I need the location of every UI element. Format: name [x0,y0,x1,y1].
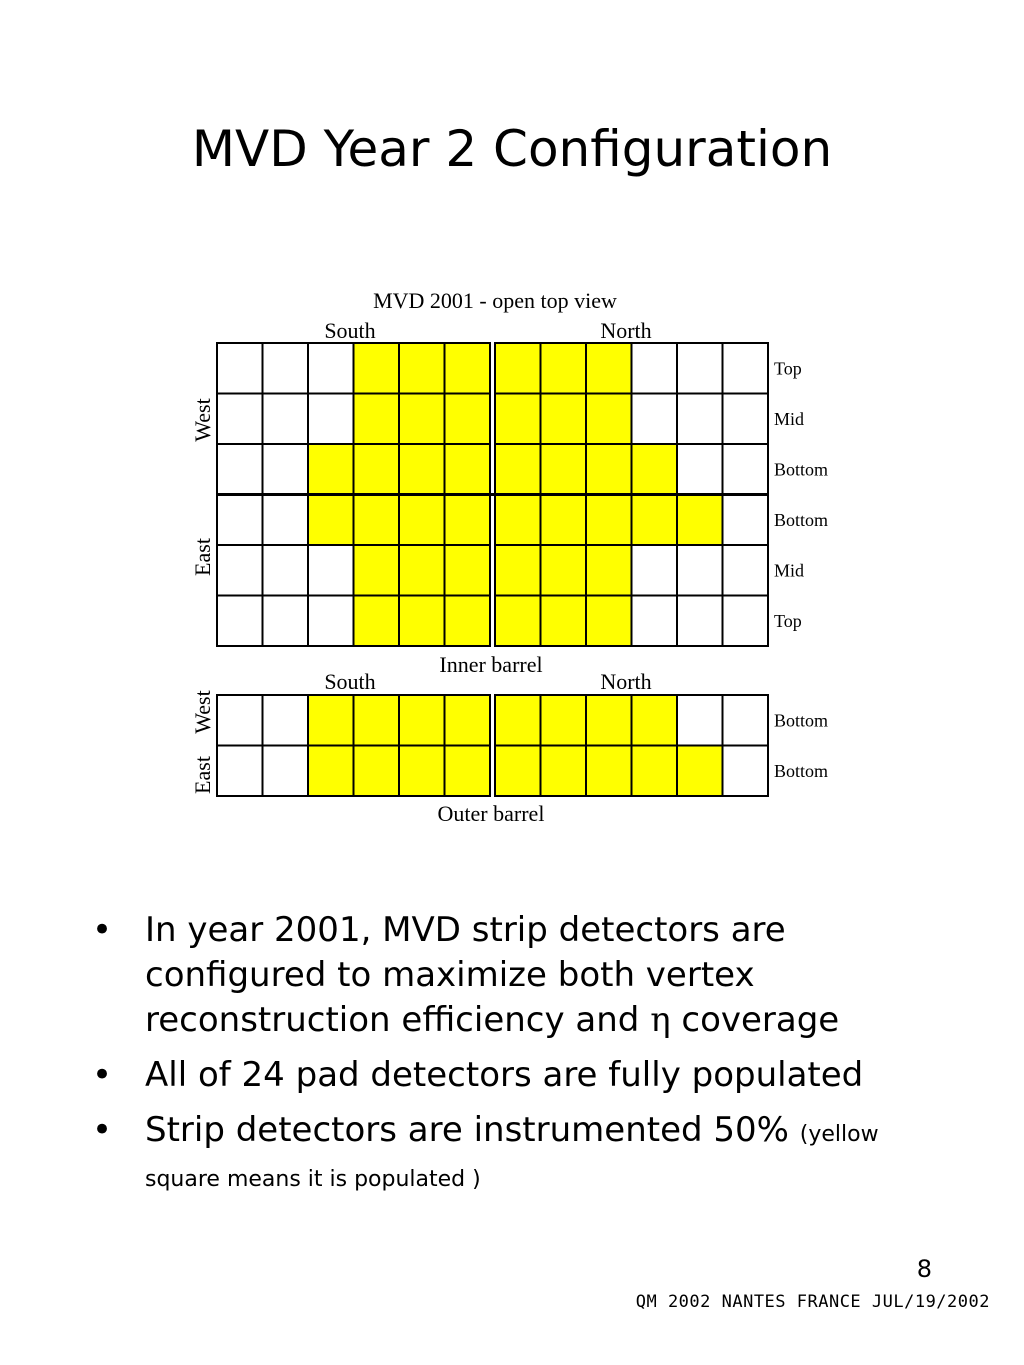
inner-detector-cell-r0-c9 [632,343,678,394]
footer-text: QM 2002 NANTES FRANCE JUL/19/2002 [635,1292,990,1312]
inner-detector-cell-r5-c3 [354,596,400,647]
inner-detector-cell-r4-c4 [399,545,445,596]
diagram-title: MVD 2001 - open top view [373,288,617,313]
inner-detector-cell-r2-c6 [495,444,541,495]
inner-detector-cell-r5-c11 [723,596,769,647]
inner-detector-cell-r5-c8 [586,596,632,647]
inner-detector-cell-r4-c10 [677,545,723,596]
outer-row-label: Bottom [774,760,829,781]
outer-detector-cell-r0-c8 [586,695,632,746]
inner-detector-cell-r3-c2 [308,495,354,546]
outer-detector-cell-r1-c11 [723,746,769,797]
outer-east-label: East [190,756,215,794]
outer-detector-cell-r1-c7 [541,746,587,797]
inner-detector-cell-r5-c4 [399,596,445,647]
outer-detector-cell-r1-c8 [586,746,632,797]
inner-detector-cell-r4-c11 [723,545,769,596]
outer-west-label: West [190,690,215,734]
inner-row-label: Top [774,610,802,631]
outer-detector-cell-r1-c5 [445,746,491,797]
inner-detector-cell-r0-c7 [541,343,587,394]
inner-detector-cell-r4-c0 [217,545,263,596]
inner-detector-cell-r2-c3 [354,444,400,495]
inner-detector-cell-r1-c8 [586,394,632,445]
outer-south-label: South [324,669,376,694]
inner-detector-cell-r0-c0 [217,343,263,394]
inner-detector-cell-r5-c1 [263,596,309,647]
outer-detector-cell-r0-c9 [632,695,678,746]
outer-detector-cell-r0-c2 [308,695,354,746]
inner-row-label: Bottom [774,459,829,480]
inner-detector-cell-r0-c8 [586,343,632,394]
inner-detector-cell-r3-c7 [541,495,587,546]
outer-detector-cell-r1-c3 [354,746,400,797]
inner-detector-cell-r4-c7 [541,545,587,596]
outer-detector-cell-r1-c2 [308,746,354,797]
inner-detector-cell-r5-c6 [495,596,541,647]
inner-detector-cell-r1-c0 [217,394,263,445]
outer-row-labels [774,710,828,781]
inner-detector-cell-r2-c1 [263,444,309,495]
bullet-marker: • [92,1055,113,1095]
outer-barrel-caption: Outer barrel [437,801,545,826]
bullet-item-1 [92,908,952,1043]
inner-detector-cell-r3-c8 [586,495,632,546]
slide-title: MVD Year 2 Configuration [191,120,833,178]
inner-detector-cell-r3-c1 [263,495,309,546]
inner-detector-cell-r0-c3 [354,343,400,394]
inner-detector-cell-r2-c10 [677,444,723,495]
inner-detector-cell-r1-c4 [399,394,445,445]
bullet-item-3 [92,1108,952,1198]
bullet-3-text: Strip detectors are instrumented 50% [145,1110,800,1150]
inner-detector-cell-r0-c5 [445,343,491,394]
inner-row-label: Top [774,358,802,379]
inner-detector-cell-r2-c4 [399,444,445,495]
inner-detector-cell-r0-c11 [723,343,769,394]
inner-row-label: Mid [774,560,805,581]
inner-detector-cell-r3-c0 [217,495,263,546]
outer-detector-cell-r0-c7 [541,695,587,746]
inner-row-labels [774,358,828,631]
inner-detector-cell-r1-c2 [308,394,354,445]
outer-detector-cell-r0-c0 [217,695,263,746]
inner-detector-cell-r0-c6 [495,343,541,394]
inner-detector-cell-r1-c1 [263,394,309,445]
inner-barrel-caption: Inner barrel [439,652,543,677]
inner-detector-cell-r3-c10 [677,495,723,546]
outer-detector-cell-r1-c10 [677,746,723,797]
bullet-3-note: (yellow square means it is populated ) [145,1122,879,1192]
outer-detector-cell-r1-c0 [217,746,263,797]
outer-detector-cell-r0-c10 [677,695,723,746]
inner-detector-cell-r1-c3 [354,394,400,445]
outer-north-label: North [600,669,652,694]
inner-detector-cell-r2-c2 [308,444,354,495]
inner-detector-cell-r5-c0 [217,596,263,647]
outer-detector-cell-r1-c9 [632,746,678,797]
inner-detector-cell-r3-c4 [399,495,445,546]
outer-detector-cell-r1-c4 [399,746,445,797]
inner-detector-cell-r4-c1 [263,545,309,596]
inner-detector-cell-r4-c6 [495,545,541,596]
inner-barrel-grid [217,343,768,646]
bullet-2-text: All of 24 pad detectors are fully populated [145,1055,864,1095]
bullet-1-text: In year 2001, MVD strip detectors are configured to maximize both vertex reconstruction efficiency and [145,910,786,1040]
inner-detector-cell-r1-c7 [541,394,587,445]
inner-detector-cell-r3-c6 [495,495,541,546]
bullet-list [92,908,952,1208]
inner-detector-cell-r2-c5 [445,444,491,495]
inner-detector-cell-r3-c9 [632,495,678,546]
inner-detector-cell-r1-c10 [677,394,723,445]
outer-detector-cell-r0-c4 [399,695,445,746]
inner-detector-cell-r5-c2 [308,596,354,647]
inner-row-label: Mid [774,408,805,429]
mvd-configuration-diagram [180,280,860,840]
inner-detector-cell-r1-c6 [495,394,541,445]
outer-detector-cell-r0-c6 [495,695,541,746]
inner-detector-cell-r4-c3 [354,545,400,596]
inner-detector-cell-r2-c9 [632,444,678,495]
inner-west-label: West [190,398,215,442]
outer-detector-cell-r0-c3 [354,695,400,746]
inner-detector-cell-r3-c3 [354,495,400,546]
inner-detector-cell-r2-c11 [723,444,769,495]
inner-detector-cell-r5-c5 [445,596,491,647]
eta-symbol: η [650,1000,671,1040]
inner-detector-cell-r0-c10 [677,343,723,394]
bullet-item-2 [92,1053,952,1098]
mvd-grid-svg [180,280,860,840]
inner-east-label: East [190,538,215,576]
inner-detector-cell-r2-c8 [586,444,632,495]
bullet-1-text-end: coverage [670,1000,840,1040]
inner-detector-cell-r1-c9 [632,394,678,445]
inner-detector-cell-r0-c2 [308,343,354,394]
page-number: 8 [916,1255,932,1283]
inner-detector-cell-r4-c8 [586,545,632,596]
inner-detector-cell-r3-c5 [445,495,491,546]
inner-detector-cell-r0-c4 [399,343,445,394]
outer-detector-cell-r1-c6 [495,746,541,797]
outer-row-label: Bottom [774,710,829,731]
inner-detector-cell-r5-c7 [541,596,587,647]
inner-row-label: Bottom [774,509,829,530]
bullet-marker: • [92,910,113,950]
inner-detector-cell-r5-c9 [632,596,678,647]
inner-detector-cell-r1-c5 [445,394,491,445]
outer-barrel-grid [217,695,768,796]
inner-north-label: North [600,318,652,343]
outer-detector-cell-r0-c1 [263,695,309,746]
outer-detector-cell-r1-c1 [263,746,309,797]
outer-detector-cell-r0-c11 [723,695,769,746]
inner-detector-cell-r3-c11 [723,495,769,546]
inner-detector-cell-r4-c9 [632,545,678,596]
inner-detector-cell-r1-c11 [723,394,769,445]
inner-detector-cell-r5-c10 [677,596,723,647]
bullet-marker: • [92,1110,113,1150]
inner-detector-cell-r4-c2 [308,545,354,596]
outer-detector-cell-r0-c5 [445,695,491,746]
inner-detector-cell-r4-c5 [445,545,491,596]
inner-detector-cell-r0-c1 [263,343,309,394]
inner-south-label: South [324,318,376,343]
inner-detector-cell-r2-c7 [541,444,587,495]
inner-detector-cell-r2-c0 [217,444,263,495]
